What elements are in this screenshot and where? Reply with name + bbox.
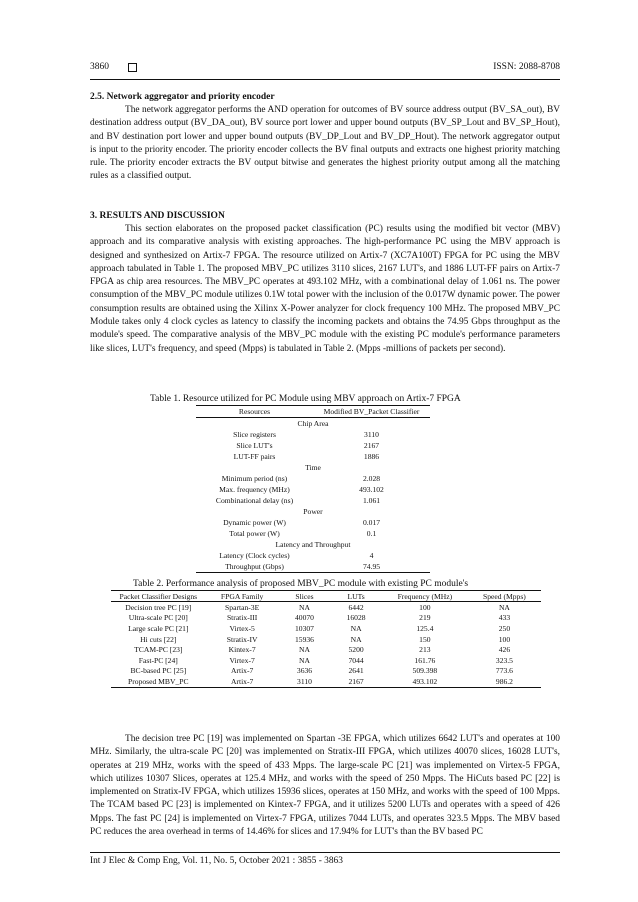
table-header-cell: FPGA Family (206, 591, 279, 602)
table-cell: Large scale PC [21] (128, 623, 189, 633)
table-row (111, 634, 541, 645)
table-cell: 100 (419, 602, 431, 612)
table-cell: NA (299, 602, 310, 612)
table-cell: Combinational delay (ns) (215, 496, 294, 505)
table-cell: 323.5 (495, 655, 513, 665)
footer-rule (90, 852, 560, 853)
table-cell: NA (299, 655, 310, 665)
table-cell: 2.028 (362, 474, 381, 483)
table-cell: 213 (419, 645, 431, 655)
table-cell: 2167 (363, 441, 380, 450)
table-cell: Minimum period (ns) (221, 474, 288, 483)
section-3-paragraph: This section elaborates on the proposed packet classification (PC) results using the modified bit vector (MBV) approach and its comparative analysis with existing approaches. The high-performance PC using the MBV approach is designed and synthesized on Artix-7 FPGA. The resource utilized on Artix-7 (XC7A100T) FPGA for PC using the MBV approach tabulated in Table 1. The proposed MBV_PC utilizes 3110 slices, 2167 LUT's, and 1886 LUT-FF pairs on Artix-7 FPGA as chip area resources. The MBV_PC operates at 493.102 MHz, with a combinational delay of 1.061 ns. The power consumption of the MBV_PC module utilizes 0.1W total power with the inclusion of the 0.017W dynamic power. The power consumption results are obtained using the Xilinx X-Power analyzer for clock frequency 100 MHz. The proposed MBV_PC Module takes only 4 clock cycles as latency to classify the incoming packets and obtains the 74.95 Gbps throughput as the module's speed. The comparative analysis of the MBV_PC module with the existing PC module's performance parameters like slices, LUT's frequency, and speed (Mpps) is tabulated in Table 2. (Mpps -millions of packets per second). (90, 224, 560, 354)
page-number: 3860 (90, 62, 109, 72)
table-group-title: Latency and Throughput (275, 540, 351, 549)
table-2-caption: Table 2. Performance analysis of proposed MBV_PC module with existing PC module's (133, 579, 469, 589)
table-row (111, 676, 541, 687)
table-row (196, 429, 430, 440)
table-group-title: Time (305, 463, 321, 472)
table-cell: Virtex-7 (229, 655, 255, 665)
table-row (111, 602, 541, 613)
table-row (111, 623, 541, 634)
table-group-title: Chip Area (297, 419, 329, 428)
table-cell: 161.76 (414, 655, 436, 665)
table-row (196, 451, 430, 462)
table-cell: 493.102 (382, 676, 468, 687)
table-cell: 426 (498, 645, 511, 655)
header-rule (90, 79, 560, 80)
table-cell: Stratix-III (226, 613, 258, 623)
table-cell: 0.017 (362, 518, 381, 527)
table-cell: 219 (419, 613, 431, 623)
discussion-paragraph: The decision tree PC [19] was implemented on Spartan -3E FPGA, which utilizes 6642 LUT's and operates at 100 MHz. Similarly, the ultra-scale PC [20] was implemented on Stratix-III FPGA, which utilizes 40070 slices, 16028 LUT's, operates at 219 MHz, works with the speed of 433 Mpps. The large-scale PC [21] was implemented on Virtex-5 FPGA, which utilizes 10307 Slices, operates at 125.4 MHz, and works with the speed of 250 Mpps. The HiCuts based PC [22] is implemented on Stratix-IV FPGA, which utilizes 15936 slices, operates at 150 MHz, and works with the speed of 100 Mpps. The TCAM based PC [23] is implemented on Kintex-7 FPGA, and it utilizes 5200 LUTs and operates with a speed of 426 Mpps. The fast PC [24] is implemented on Virtex-7 FPGA, utilizes 7044 LUTs, and operates 323.5 Mpps. The MBV based PC reduces the area overhead in terms of 14.46% for slices and 17.94% for LUT's than the BV based PC (90, 734, 560, 838)
table-row (196, 517, 430, 528)
table-row (196, 495, 430, 506)
table-cell: Slice LUT's (236, 441, 273, 450)
table-cell: NA (350, 623, 362, 633)
table-header-cell: Packet Classifier Designs (111, 591, 206, 602)
table-group-row (196, 418, 430, 430)
page-header (90, 62, 560, 78)
table-cell: 125.4 (416, 623, 434, 633)
table-row (196, 561, 430, 573)
table-cell: Hi cuts [22] (140, 634, 177, 644)
table-cell: Fast-PC [24] (138, 655, 178, 665)
table-group-row (196, 506, 430, 517)
table-cell: LUT-FF pairs (233, 452, 276, 461)
issn-label: ISSN: 2088-8708 (493, 62, 560, 72)
table-cell: Ultra-scale PC [20] (128, 613, 188, 623)
table-cell: 3636 (296, 666, 313, 676)
table-header-cell: Frequency (MHz) (382, 591, 468, 602)
table-row (196, 484, 430, 495)
table-cell: Virtex-5 (229, 623, 255, 633)
table-1 (196, 406, 430, 573)
section-heading-2-5: 2.5. Network aggregator and priority encoder (90, 92, 275, 102)
table-cell: 15936 (294, 634, 314, 644)
table-2 (111, 591, 541, 688)
table-cell: 3110 (364, 430, 379, 439)
table-header-cell: Speed (Mpps) (468, 591, 541, 602)
table-cell: 1.061 (362, 496, 381, 505)
table-row (111, 655, 541, 666)
table-cell: 0.1 (366, 529, 377, 538)
table-cell: Decision tree PC [19] (125, 602, 192, 612)
table-cell: 40070 (294, 613, 314, 623)
table-cell: 6442 (348, 602, 364, 612)
table-cell: 509.398 (412, 666, 438, 676)
table-cell: Slice registers (233, 430, 276, 439)
table-cell: 16028 (346, 613, 366, 623)
table-header-cell: LUTs (330, 591, 382, 602)
table-header-cell: Slices (279, 591, 331, 602)
table-cell: 773.6 (495, 666, 513, 676)
table-cell: Max. frequency (MHz) (219, 485, 290, 494)
table-cell: Latency (Clock cycles) (219, 551, 290, 560)
table-cell: BC-based PC [25] (130, 666, 187, 676)
square-bullet-icon (128, 63, 137, 72)
table-cell: NA (350, 634, 362, 644)
table-cell: 1886 (363, 452, 380, 461)
table-cell: 2167 (330, 676, 382, 687)
table-1-caption: Table 1. Resource utilized for PC Module using MBV approach on Artix-7 FPGA (150, 394, 461, 404)
table-cell: 7044 (348, 655, 364, 665)
footer-citation: Int J Elec & Comp Eng, Vol. 11, No. 5, October 2021 : 3855 - 3863 (90, 856, 343, 866)
table-cell: 4 (369, 551, 374, 560)
table-cell: 5200 (348, 645, 364, 655)
table-cell: 493.102 (359, 485, 384, 494)
table-header-cell: Resources (196, 406, 313, 418)
table-cell: Artix-7 (206, 676, 279, 687)
table-cell: NA (498, 602, 510, 612)
table-cell: TCAM-PC [23] (134, 645, 183, 655)
table-cell: Dynamic power (W) (223, 518, 286, 527)
table-row (196, 528, 430, 539)
table-row (196, 473, 430, 484)
table-cell: 3110 (279, 676, 331, 687)
table-group-row (196, 539, 430, 550)
table-cell: 74.95 (313, 561, 430, 573)
table-group-row (196, 462, 430, 473)
table-cell: 250 (498, 623, 511, 633)
table-cell: Spartan-3E (225, 602, 260, 612)
table-cell: Kintex-7 (228, 645, 256, 655)
table-cell: 100 (498, 634, 511, 644)
table-row (111, 644, 541, 655)
table-cell: 2641 (348, 666, 364, 676)
table-cell: Artix-7 (230, 666, 254, 676)
table-cell: NA (299, 645, 310, 655)
table-group-title: Power (303, 507, 323, 516)
table-cell: 10307 (294, 623, 314, 633)
table-row (196, 440, 430, 451)
table-row (111, 666, 541, 677)
table-cell: Throughput (Gbps) (196, 561, 313, 573)
table-cell: Stratix-IV (226, 634, 258, 644)
table-cell: 150 (419, 634, 431, 644)
table-row (111, 613, 541, 624)
section-2-5-paragraph: The network aggregator performs the AND operation for outcomes of BV source address output (BV_SA_out), BV destination address output (BV_DA_out), BV source port lower and upper bound outputs (BV_SP_Lout and BV_SP_Hout), and BV destination port lower and upper bound outputs (BV_DP_Lout and BV_DP_Hout). The network aggregator output is input to the priority encoder. The priority encoder collects the BV final outputs and extracts one highest priority matching rule. The priority encoder extracts the BV output bitwise and generates the highest priority output among all the matching rules as a classified output. (90, 105, 560, 182)
table-cell: Proposed MBV_PC (111, 676, 206, 687)
table-row (196, 550, 430, 561)
table-cell: 986.2 (468, 676, 541, 687)
table-cell: Total power (W) (229, 529, 280, 538)
section-heading-3: 3. RESULTS AND DISCUSSION (90, 211, 225, 221)
table-header-cell: Modified BV_Packet Classifier (313, 406, 430, 418)
table-cell: 433 (498, 613, 511, 623)
